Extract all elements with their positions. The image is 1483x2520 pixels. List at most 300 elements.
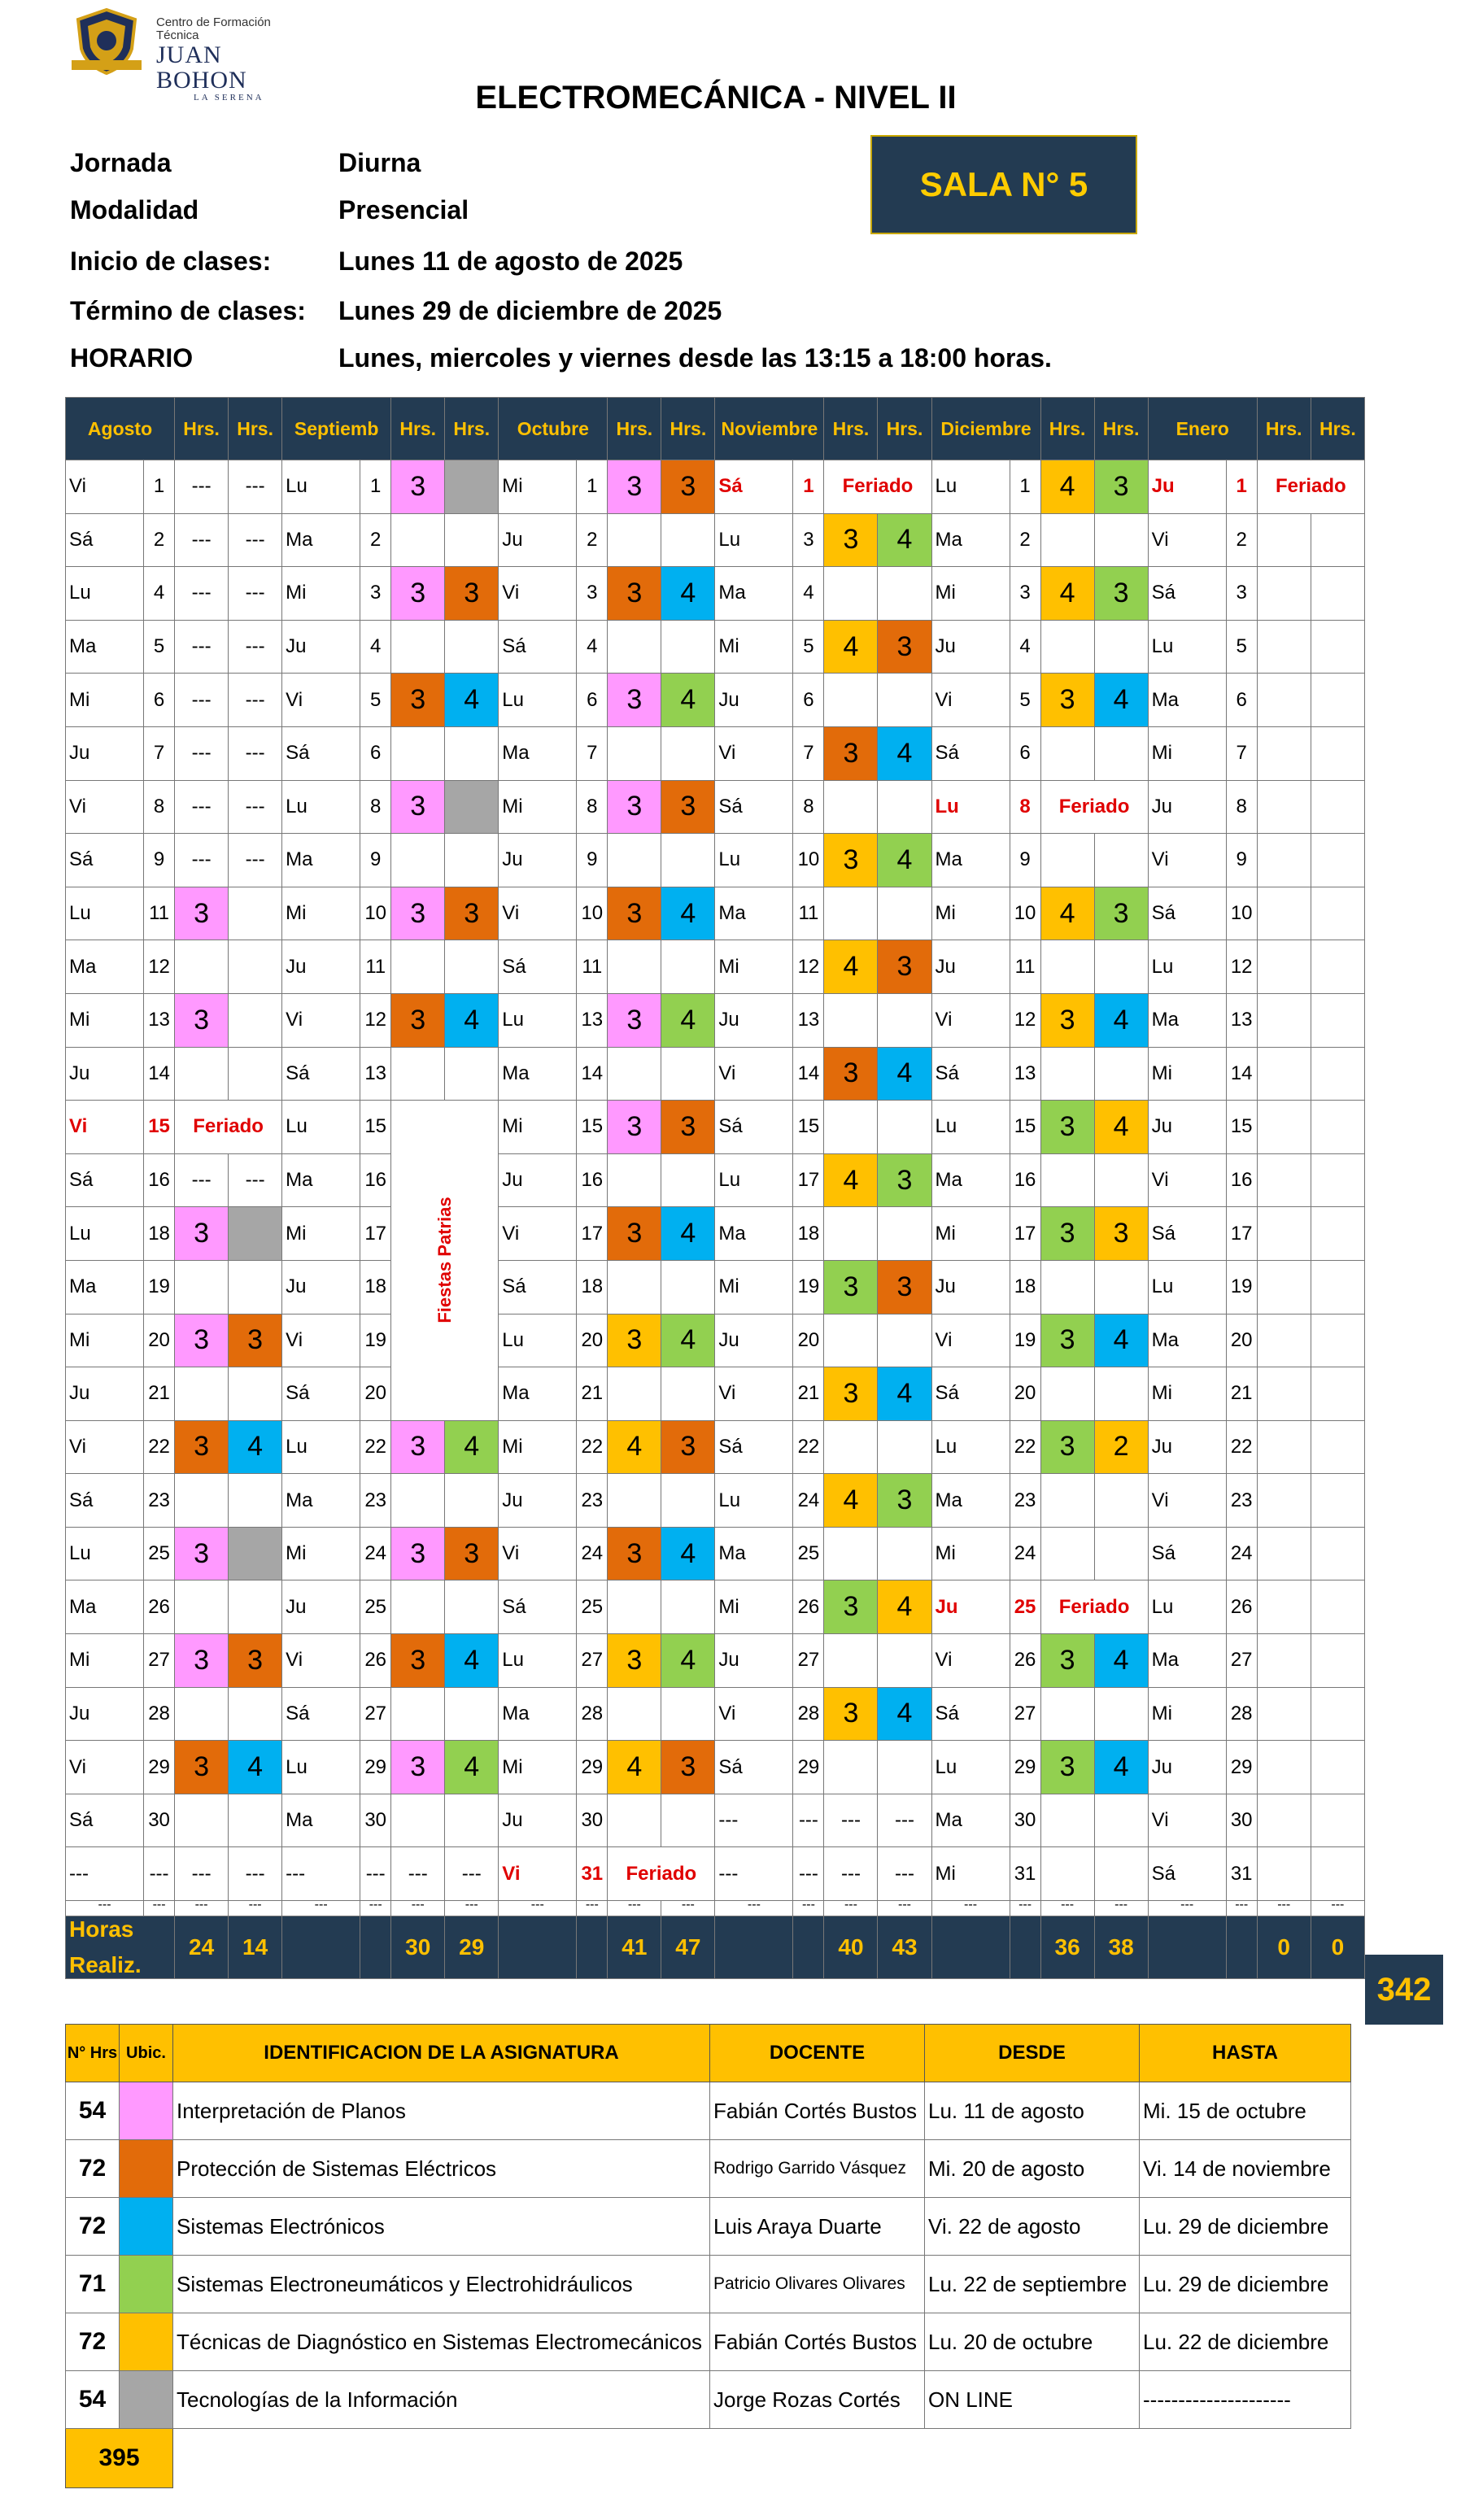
class-hours-cell: 3 xyxy=(1040,1634,1094,1688)
class-hours-cell xyxy=(445,460,499,514)
weekday-cell: Mi xyxy=(931,1847,1010,1901)
hours-total-cell: 38 xyxy=(1094,1916,1148,1979)
class-hours-cell: 4 xyxy=(824,1153,878,1207)
day-number-cell: 21 xyxy=(577,1367,608,1421)
hours-cell xyxy=(1311,1047,1364,1101)
day-number-cell: 7 xyxy=(793,726,824,780)
weekday-cell: Ju xyxy=(715,993,793,1047)
day-number-cell: 14 xyxy=(577,1047,608,1101)
day-number-cell: 13 xyxy=(1010,1047,1040,1101)
day-number-cell: 23 xyxy=(144,1474,175,1528)
subject-color-swatch xyxy=(120,2313,173,2371)
weekday-cell: Sá xyxy=(499,1580,577,1634)
weekday-cell: Ma xyxy=(931,834,1010,887)
hours-cell xyxy=(1094,1047,1148,1101)
hours-cell xyxy=(175,1794,229,1847)
class-hours-cell: 4 xyxy=(445,674,499,727)
day-number-cell: --- xyxy=(360,1847,391,1901)
legend-row xyxy=(66,2140,1351,2198)
class-hours-cell: 4 xyxy=(1094,993,1148,1047)
subject-from: ON LINE xyxy=(925,2371,1140,2429)
legend-total-hours: 395 xyxy=(66,2429,173,2488)
subject-hours: 54 xyxy=(66,2371,120,2429)
holiday-label: Feriado xyxy=(824,460,931,514)
day-number-cell: 6 xyxy=(360,726,391,780)
hours-cell: --- xyxy=(229,726,282,780)
day-number-cell: 31 xyxy=(577,1847,608,1901)
class-hours-cell: 4 xyxy=(661,1527,715,1580)
day-number-cell: 15 xyxy=(793,1101,824,1154)
hours-cell xyxy=(1094,513,1148,567)
weekday-cell: Lu xyxy=(282,1420,360,1474)
dash-cell: --- xyxy=(715,1901,793,1916)
class-hours-cell: 3 xyxy=(445,567,499,621)
day-number-cell: 11 xyxy=(577,940,608,994)
day-number-cell: 23 xyxy=(577,1474,608,1528)
hours-cell xyxy=(1257,1687,1311,1741)
day-number-cell: 17 xyxy=(1010,1207,1040,1261)
hrs-header: Hrs. xyxy=(1040,398,1094,460)
day-number-cell: 6 xyxy=(577,674,608,727)
class-hours-cell: 4 xyxy=(1094,1741,1148,1794)
weekday-cell: Ma xyxy=(499,1367,577,1421)
weekday-cell: Ju xyxy=(282,940,360,994)
weekday-cell: Mi xyxy=(282,887,360,940)
weekday-cell: Mi xyxy=(715,1260,793,1314)
weekday-cell: Lu xyxy=(282,460,360,514)
subject-teacher: Patricio Olivares Olivares xyxy=(710,2256,925,2313)
hours-cell xyxy=(1040,940,1094,994)
class-hours-cell: 3 xyxy=(661,1101,715,1154)
hours-cell xyxy=(1311,1847,1364,1901)
day-number-cell: 16 xyxy=(1010,1153,1040,1207)
subject-name: Protección de Sistemas Eléctricos xyxy=(173,2140,710,2198)
hours-cell xyxy=(661,1367,715,1421)
weekday-cell: Ju xyxy=(66,1047,144,1101)
day-number-cell: 6 xyxy=(144,674,175,727)
day-number-cell: 12 xyxy=(360,993,391,1047)
hours-cell xyxy=(445,1580,499,1634)
weekday-cell: Vi xyxy=(282,993,360,1047)
hours-cell xyxy=(661,1687,715,1741)
day-number-cell: 16 xyxy=(577,1153,608,1207)
calendar-row xyxy=(66,674,1365,727)
hours-cell xyxy=(1311,834,1364,887)
class-hours-cell: 3 xyxy=(391,1741,445,1794)
weekday-cell: Vi xyxy=(66,1420,144,1474)
hours-cell: --- xyxy=(878,1794,931,1847)
dash-cell: --- xyxy=(66,1901,144,1916)
weekday-cell: Ju xyxy=(282,1260,360,1314)
hours-cell xyxy=(229,1474,282,1528)
hours-cell xyxy=(445,620,499,674)
class-hours-cell: 3 xyxy=(175,1314,229,1367)
hrs-header: Hrs. xyxy=(445,398,499,460)
day-number-cell: 3 xyxy=(793,513,824,567)
hours-cell xyxy=(1257,780,1311,834)
day-number-cell: 19 xyxy=(793,1260,824,1314)
weekday-cell: Mi xyxy=(931,1527,1010,1580)
class-hours-cell: 3 xyxy=(1094,460,1148,514)
weekday-cell: Vi xyxy=(931,1314,1010,1367)
weekday-cell: Lu xyxy=(66,1207,144,1261)
weekday-cell: Sá xyxy=(282,1687,360,1741)
hours-cell xyxy=(824,993,878,1047)
dash-cell: --- xyxy=(577,1901,608,1916)
weekday-cell: Sá xyxy=(499,940,577,994)
day-number-cell: 5 xyxy=(360,674,391,727)
day-number-cell: 19 xyxy=(1226,1260,1257,1314)
weekday-cell: Sá xyxy=(715,1101,793,1154)
month-header: Enero xyxy=(1148,398,1257,460)
class-hours-cell: 3 xyxy=(878,1474,931,1528)
hours-total-cell xyxy=(499,1916,577,1979)
weekday-cell: Sá xyxy=(1148,1847,1226,1901)
day-number-cell: 18 xyxy=(1010,1260,1040,1314)
day-number-cell: 25 xyxy=(144,1527,175,1580)
weekday-cell: Vi xyxy=(66,780,144,834)
hours-cell xyxy=(608,1687,661,1741)
hours-cell xyxy=(391,940,445,994)
hours-cell xyxy=(878,993,931,1047)
day-number-cell: 12 xyxy=(144,940,175,994)
day-number-cell: 24 xyxy=(1010,1527,1040,1580)
weekday-cell: Lu xyxy=(931,1741,1010,1794)
weekday-cell: --- xyxy=(715,1794,793,1847)
weekday-cell: Ma xyxy=(931,1794,1010,1847)
dash-cell: --- xyxy=(1010,1901,1040,1916)
day-number-cell: 10 xyxy=(1226,887,1257,940)
day-number-cell: 2 xyxy=(1226,513,1257,567)
hours-cell xyxy=(878,567,931,621)
hours-cell: --- xyxy=(175,513,229,567)
weekday-cell: Mi xyxy=(715,620,793,674)
weekday-cell: Ma xyxy=(282,834,360,887)
legend-header-cell: DOCENTE xyxy=(710,2025,925,2082)
day-number-cell: 15 xyxy=(1226,1101,1257,1154)
weekday-cell: Sá xyxy=(715,1420,793,1474)
class-hours-cell: 3 xyxy=(608,1101,661,1154)
day-number-cell: 30 xyxy=(1010,1794,1040,1847)
weekday-cell: Lu xyxy=(499,1634,577,1688)
hours-cell xyxy=(1311,1260,1364,1314)
hours-cell xyxy=(878,1420,931,1474)
weekday-cell: Ma xyxy=(499,726,577,780)
hours-cell xyxy=(824,1420,878,1474)
class-hours-cell: 4 xyxy=(824,940,878,994)
weekday-cell: Vi xyxy=(715,1047,793,1101)
class-hours-cell: 3 xyxy=(1094,887,1148,940)
day-number-cell: 14 xyxy=(793,1047,824,1101)
day-number-cell: 20 xyxy=(1010,1367,1040,1421)
weekday-cell: Mi xyxy=(931,567,1010,621)
subject-to: Mi. 15 de octubre xyxy=(1140,2082,1351,2140)
subject-teacher: Jorge Rozas Cortés xyxy=(710,2371,925,2429)
class-hours-cell: 3 xyxy=(391,1634,445,1688)
hours-cell xyxy=(608,1153,661,1207)
calendar-row xyxy=(66,1420,1365,1474)
day-number-cell: 14 xyxy=(144,1047,175,1101)
day-number-cell: 28 xyxy=(577,1687,608,1741)
hours-cell xyxy=(1040,1847,1094,1901)
hours-cell xyxy=(391,620,445,674)
hours-cell xyxy=(1257,620,1311,674)
day-number-cell: 16 xyxy=(1226,1153,1257,1207)
hours-cell xyxy=(1094,834,1148,887)
hours-cell xyxy=(1311,1153,1364,1207)
day-number-cell: 11 xyxy=(360,940,391,994)
hours-cell xyxy=(608,1794,661,1847)
hours-cell xyxy=(1040,1474,1094,1528)
hours-cell xyxy=(1040,1153,1094,1207)
day-number-cell: 5 xyxy=(1226,620,1257,674)
day-number-cell: 10 xyxy=(793,834,824,887)
sala-badge: SALA N° 5 xyxy=(870,135,1137,234)
hours-cell xyxy=(878,1741,931,1794)
day-number-cell: 5 xyxy=(144,620,175,674)
class-hours-cell: 4 xyxy=(229,1420,282,1474)
hours-cell xyxy=(1257,1580,1311,1634)
class-hours-cell: 4 xyxy=(878,513,931,567)
hours-cell xyxy=(1040,1527,1094,1580)
hours-cell: --- xyxy=(175,567,229,621)
hours-cell: --- xyxy=(229,620,282,674)
weekday-cell: Ju xyxy=(499,1153,577,1207)
hours-cell xyxy=(608,726,661,780)
info-value-jornada: Diurna xyxy=(338,148,421,177)
hours-cell xyxy=(445,940,499,994)
weekday-cell: --- xyxy=(282,1847,360,1901)
weekday-cell: Lu xyxy=(931,1420,1010,1474)
hours-cell: --- xyxy=(229,834,282,887)
class-hours-cell: 3 xyxy=(608,460,661,514)
day-number-cell: 26 xyxy=(1010,1634,1040,1688)
calendar-row xyxy=(66,620,1365,674)
subject-to: Lu. 22 de diciembre xyxy=(1140,2313,1351,2371)
hours-total-cell: 41 xyxy=(608,1916,661,1979)
day-number-cell: 26 xyxy=(1226,1580,1257,1634)
class-hours-cell: 3 xyxy=(661,780,715,834)
weekday-cell: Ma xyxy=(1148,1634,1226,1688)
day-number-cell: 6 xyxy=(793,674,824,727)
subject-hours: 54 xyxy=(66,2082,120,2140)
hours-cell xyxy=(1094,1527,1148,1580)
subject-color-swatch xyxy=(120,2198,173,2256)
day-number-cell: 28 xyxy=(1226,1687,1257,1741)
hours-total-cell xyxy=(931,1916,1010,1979)
hours-cell xyxy=(175,1047,229,1101)
hours-cell xyxy=(878,1101,931,1154)
hours-cell xyxy=(229,1367,282,1421)
weekday-cell: Vi xyxy=(499,567,577,621)
weekday-cell: Vi xyxy=(66,1101,144,1154)
class-hours-cell: 4 xyxy=(445,1741,499,1794)
weekday-cell: Mi xyxy=(282,1207,360,1261)
info-label-inicio: Inicio de clases: xyxy=(70,246,272,276)
hours-cell xyxy=(824,1527,878,1580)
weekday-cell: Lu xyxy=(66,887,144,940)
weekday-cell: Vi xyxy=(282,1634,360,1688)
class-hours-cell: 4 xyxy=(1094,1634,1148,1688)
month-header: Agosto xyxy=(66,398,175,460)
day-number-cell: 13 xyxy=(360,1047,391,1101)
weekday-cell: Lu xyxy=(1148,1260,1226,1314)
info-label-jornada: Jornada xyxy=(70,148,172,177)
day-number-cell: 21 xyxy=(144,1367,175,1421)
day-number-cell: 22 xyxy=(360,1420,391,1474)
hours-cell xyxy=(1311,726,1364,780)
hours-cell xyxy=(229,887,282,940)
hours-cell xyxy=(175,1474,229,1528)
day-number-cell: 20 xyxy=(577,1314,608,1367)
hours-total-cell xyxy=(1148,1916,1226,1979)
weekday-cell: Ma xyxy=(1148,674,1226,727)
weekday-cell: Mi xyxy=(931,1207,1010,1261)
weekday-cell: Mi xyxy=(931,887,1010,940)
hours-cell xyxy=(1311,1634,1364,1688)
day-number-cell: 4 xyxy=(1010,620,1040,674)
hours-cell xyxy=(1311,887,1364,940)
class-hours-cell: 3 xyxy=(878,1260,931,1314)
holiday-label: Feriado xyxy=(175,1101,282,1154)
hours-cell xyxy=(608,1580,661,1634)
weekday-cell: Ma xyxy=(1148,993,1226,1047)
hours-cell: --- xyxy=(878,1847,931,1901)
class-hours-cell: 4 xyxy=(608,1420,661,1474)
calendar-row xyxy=(66,887,1365,940)
calendar-table xyxy=(65,397,1365,1979)
hours-cell xyxy=(1257,513,1311,567)
hours-cell xyxy=(1311,1314,1364,1367)
weekday-cell: Ju xyxy=(1148,460,1226,514)
legend-row xyxy=(66,2256,1351,2313)
hours-cell xyxy=(1257,1847,1311,1901)
day-number-cell: 4 xyxy=(793,567,824,621)
weekday-cell: Vi xyxy=(1148,834,1226,887)
dash-cell: --- xyxy=(499,1901,577,1916)
day-number-cell: 1 xyxy=(1010,460,1040,514)
subject-color-swatch xyxy=(120,2140,173,2198)
hours-cell xyxy=(661,1047,715,1101)
month-header: Noviembre xyxy=(715,398,824,460)
class-hours-cell: 4 xyxy=(1094,1101,1148,1154)
dash-cell: --- xyxy=(229,1901,282,1916)
weekday-cell: Ma xyxy=(1148,1314,1226,1367)
class-hours-cell: 4 xyxy=(878,1367,931,1421)
shield-logo-icon xyxy=(70,7,143,76)
class-hours-cell: 4 xyxy=(878,1047,931,1101)
class-hours-cell: 3 xyxy=(608,887,661,940)
weekday-cell: Sá xyxy=(66,1794,144,1847)
subject-name: Técnicas de Diagnóstico en Sistemas Electromecánicos xyxy=(173,2313,710,2371)
weekday-cell: Lu xyxy=(66,1527,144,1580)
weekday-cell: Sá xyxy=(282,726,360,780)
weekday-cell: Mi xyxy=(66,1314,144,1367)
hours-cell xyxy=(1094,1474,1148,1528)
calendar-header-row xyxy=(66,398,1365,460)
weekday-cell: Lu xyxy=(282,1101,360,1154)
hours-cell xyxy=(1094,1260,1148,1314)
hours-total-cell: 40 xyxy=(824,1916,878,1979)
day-number-cell: 1 xyxy=(144,460,175,514)
subject-from: Mi. 20 de agosto xyxy=(925,2140,1140,2198)
weekday-cell: Ju xyxy=(715,1314,793,1367)
class-hours-cell: 4 xyxy=(661,1634,715,1688)
hours-cell xyxy=(608,1474,661,1528)
calendar-row xyxy=(66,1741,1365,1794)
totals-label-line1: Horas xyxy=(69,1916,134,1942)
hours-total-cell xyxy=(715,1916,793,1979)
class-hours-cell: 4 xyxy=(824,620,878,674)
weekday-cell: --- xyxy=(66,1847,144,1901)
hours-cell: --- xyxy=(824,1847,878,1901)
day-number-cell: 8 xyxy=(793,780,824,834)
class-hours-cell: 3 xyxy=(608,780,661,834)
calendar-row xyxy=(66,567,1365,621)
legend-header-row xyxy=(66,2025,1351,2082)
class-hours-cell: 3 xyxy=(175,1420,229,1474)
subject-name: Interpretación de Planos xyxy=(173,2082,710,2140)
class-hours-cell: 3 xyxy=(391,1527,445,1580)
hours-cell xyxy=(391,834,445,887)
class-hours-cell: 4 xyxy=(1040,567,1094,621)
hours-cell xyxy=(661,513,715,567)
day-number-cell: 16 xyxy=(144,1153,175,1207)
class-hours-cell: 4 xyxy=(878,726,931,780)
weekday-cell: Sá xyxy=(931,1047,1010,1101)
day-number-cell: 22 xyxy=(144,1420,175,1474)
hours-cell xyxy=(1094,1367,1148,1421)
day-number-cell: 12 xyxy=(1226,940,1257,994)
totals-label xyxy=(66,1916,175,1979)
weekday-cell: Lu xyxy=(715,513,793,567)
hours-cell xyxy=(1257,834,1311,887)
holiday-label: Feriado xyxy=(608,1847,715,1901)
weekday-cell: Ma xyxy=(715,1207,793,1261)
day-number-cell: 18 xyxy=(577,1260,608,1314)
hours-total-cell: 24 xyxy=(175,1916,229,1979)
weekday-cell: Sá xyxy=(1148,1207,1226,1261)
dash-cell: --- xyxy=(282,1901,360,1916)
hours-cell xyxy=(1311,1101,1364,1154)
subject-teacher: Rodrigo Garrido Vásquez xyxy=(710,2140,925,2198)
class-hours-cell: 3 xyxy=(391,1420,445,1474)
hours-cell: --- xyxy=(175,1847,229,1901)
weekday-cell: Ju xyxy=(499,513,577,567)
class-hours-cell: 3 xyxy=(445,887,499,940)
dash-cell: --- xyxy=(824,1901,878,1916)
weekday-cell: Sá xyxy=(1148,887,1226,940)
hours-cell xyxy=(824,567,878,621)
hours-cell xyxy=(1311,1527,1364,1580)
class-hours-cell: 3 xyxy=(661,460,715,514)
weekday-cell: --- xyxy=(715,1847,793,1901)
hours-cell xyxy=(391,1794,445,1847)
calendar-row xyxy=(66,780,1365,834)
hours-total-cell: 47 xyxy=(661,1916,715,1979)
day-number-cell: 3 xyxy=(360,567,391,621)
dash-cell: --- xyxy=(360,1901,391,1916)
day-number-cell: 2 xyxy=(577,513,608,567)
hours-cell xyxy=(824,1207,878,1261)
hours-cell xyxy=(1040,1047,1094,1101)
holiday-label: Feriado xyxy=(1040,780,1148,834)
weekday-cell: Sá xyxy=(499,620,577,674)
weekday-cell: Vi xyxy=(282,674,360,727)
hours-cell xyxy=(608,1260,661,1314)
day-number-cell: 7 xyxy=(144,726,175,780)
subject-to: Lu. 29 de diciembre xyxy=(1140,2198,1351,2256)
